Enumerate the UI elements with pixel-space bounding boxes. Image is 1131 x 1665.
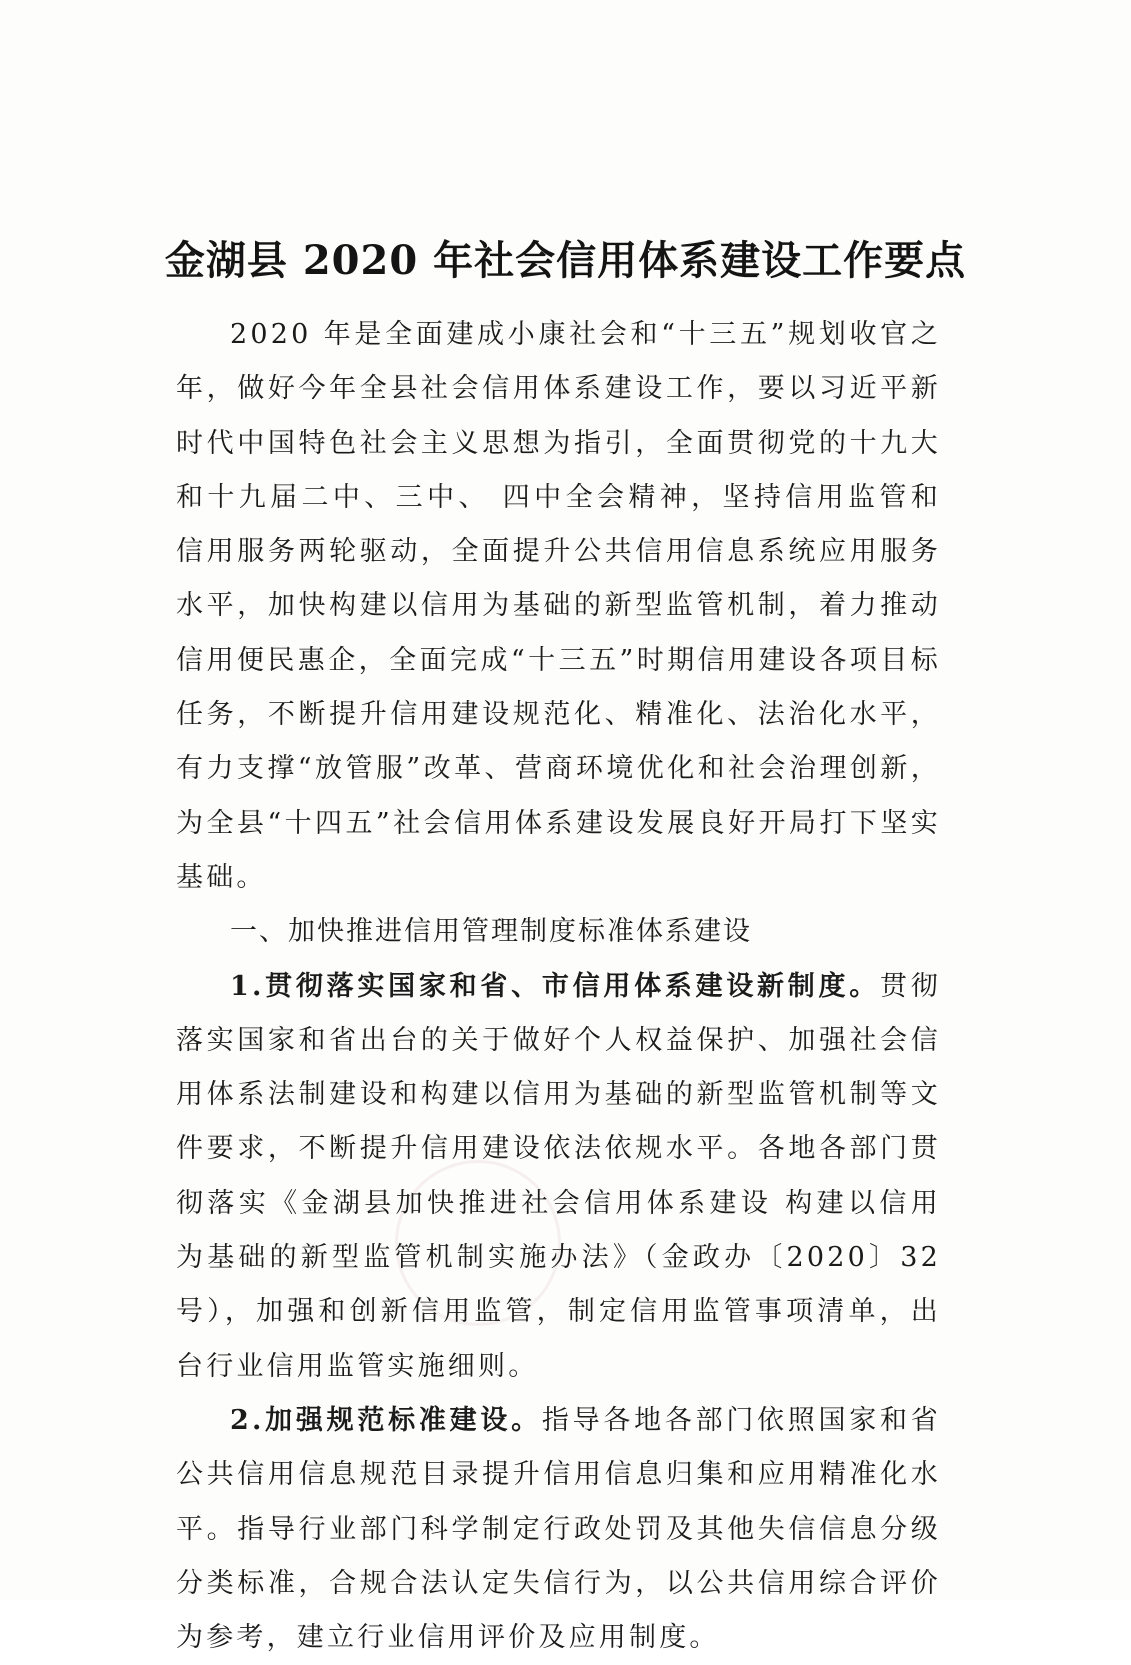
item-2-paragraph — [176, 1394, 941, 1665]
intro-paragraph: 2020 年是全面建成小康社会和“十三五”规划收官之年，做好今年全县社会信用体系建设工作，要以习近平新时代中国特色社会主义思想为指引，全面贯彻党的十九大和十九届二中、三中、 四中全会精神，坚持信用监管和信用服务两轮驱动，全面提升公共信用信息系统应用服务水平，加快构建以信用为基础的新型监管机制，着力推动信用便民惠企，全面完成“十三五”时期信用建设各项目标任务，不断提升信用建设规范化、精准化、法治化水平，有力支撑“放管服”改革、营商环境优化和社会治理创新，为全县“十四五”社会信用体系建设发展良好开局打下坚实基础。 — [176, 319, 941, 893]
item-1-lead: 1.贯彻落实国家和省、市信用体系建设新制度。 — [230, 970, 881, 1002]
item-2-text: 指导各地各部门依照国家和省公共信用信息规范目录提升信用信息归集和应用精准化水平。指导行业部门科学制定行政处罚及其他失信信息分级分类标准，合规合法认定失信行为，以公共信用综合评价为参考，建立行业信用评价及应用制度。 — [176, 1404, 941, 1654]
document-body — [176, 308, 941, 1665]
item-1-paragraph — [176, 960, 941, 1394]
item-2-lead: 2.加强规范标准建设。 — [230, 1404, 542, 1436]
document-title: 金湖县 2020 年社会信用体系建设工作要点 — [164, 236, 967, 284]
item-1-text: 贯彻落实国家和省出台的关于做好个人权益保护、加强社会信用体系法制建设和构建以信用为基础的新型监管机制等文件要求，不断提升信用建设依法依规水平。各地各部门贯彻落实《金湖县加快推进社会信用体系建设 构建以信用为基础的新型监管机制实施办法》（金政办〔2020〕32 号），加强和创新信用监管，制定信用监管事项清单，出台行业信用监管实施细则。 — [176, 970, 941, 1382]
section-1-heading: 一、加快推进信用管理制度标准体系建设 — [230, 916, 752, 948]
